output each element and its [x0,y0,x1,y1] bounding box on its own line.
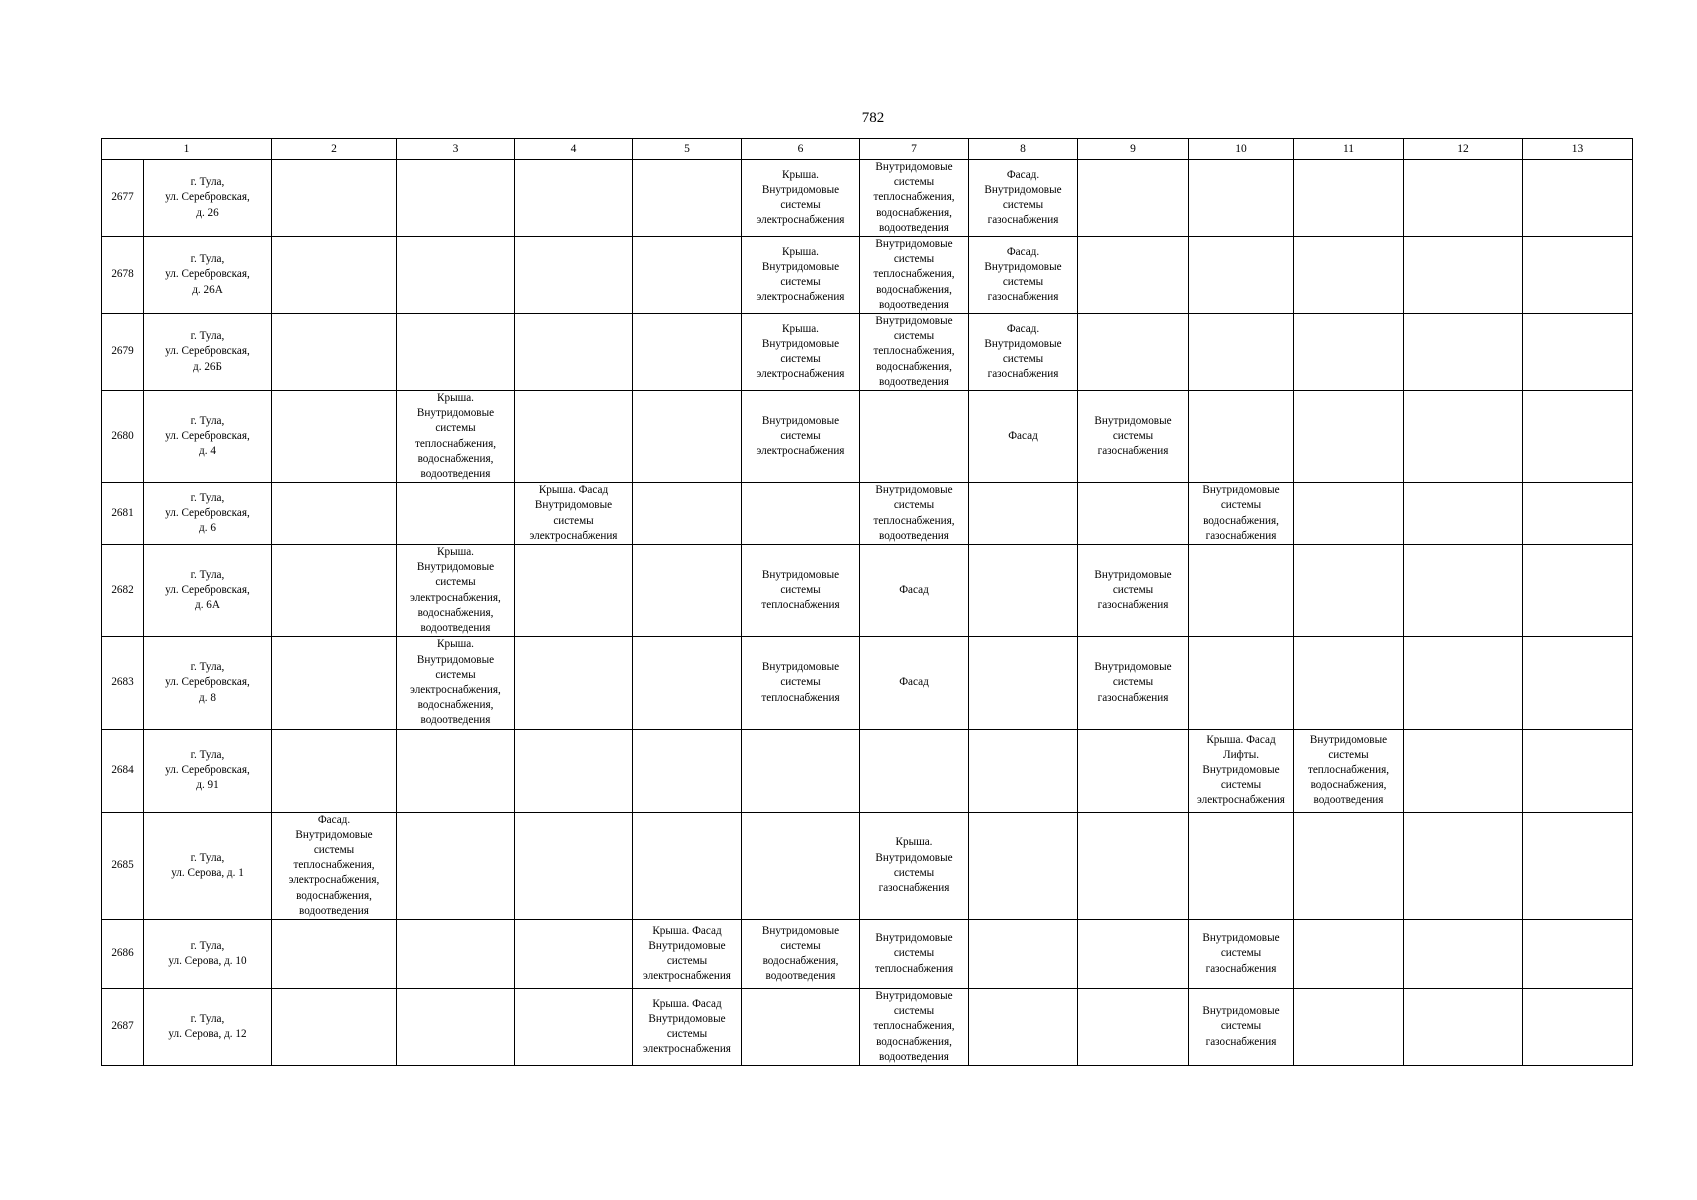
work-cell [969,391,1078,483]
column-header: 10 [1189,139,1294,160]
work-cell [633,988,742,1065]
address-text: г. Тула, ул. Серебровская, д. 26 [165,176,250,219]
work-cell [272,545,397,637]
work-cell [633,391,742,483]
work-cell [397,545,515,637]
work-cell [633,314,742,391]
table-row [102,637,1633,729]
work-cell [515,637,633,729]
work-cell [1523,637,1633,729]
work-cell [860,314,969,391]
work-cell [1078,237,1189,314]
address-cell [144,483,272,545]
work-cell [742,483,860,545]
work-text: Крыша. Фасад Внутридомовые системы электроснабжения [643,997,731,1056]
repair-schedule-table [101,138,1633,1066]
work-cell [272,919,397,988]
work-cell [860,545,969,637]
work-text: Фасад. Внутридомовые системы газоснабжения [984,168,1062,227]
work-cell [633,812,742,919]
work-text: Внутридомовые системы теплоснабжения, водоснабжения, водоотведения [873,238,955,311]
work-cell [742,919,860,988]
work-cell [860,919,969,988]
address-cell [144,160,272,237]
work-cell [397,729,515,812]
work-cell [515,314,633,391]
work-cell [1523,919,1633,988]
work-cell [1404,812,1523,919]
work-cell [1189,637,1294,729]
work-cell [515,812,633,919]
work-cell [969,729,1078,812]
table-row [102,729,1633,812]
work-cell [1189,237,1294,314]
work-cell [1404,988,1523,1065]
work-cell [515,545,633,637]
work-cell [1404,729,1523,812]
work-cell [633,729,742,812]
address-text: г. Тула, ул. Серебровская, д. 91 [165,748,250,792]
row-number: 2677 [102,160,144,237]
work-cell [1523,483,1633,545]
work-cell [397,483,515,545]
work-cell [969,483,1078,545]
address-cell [144,919,272,988]
work-cell [969,919,1078,988]
address-text: г. Тула, ул. Серова, д. 10 [168,939,247,967]
work-cell [1078,314,1189,391]
work-cell [397,314,515,391]
column-header: 6 [742,139,860,160]
row-number: 2680 [102,391,144,483]
work-cell [969,160,1078,237]
work-cell [860,160,969,237]
work-cell [860,391,969,483]
work-text: Внутридомовые системы газоснабжения [1094,568,1172,612]
work-cell [1078,812,1189,919]
work-cell [1404,237,1523,314]
address-cell [144,729,272,812]
row-number: 2683 [102,637,144,729]
work-text: Фасад. Внутридомовые системы газоснабжения [984,322,1062,381]
address-cell [144,391,272,483]
work-cell [1294,812,1404,919]
work-cell [633,919,742,988]
work-cell [742,812,860,919]
work-cell [1404,919,1523,988]
column-header: 3 [397,139,515,160]
work-text: Крыша. Внутридомовые системы электроснабжения [756,245,845,304]
work-text: Внутридомовые системы теплоснабжения, водоснабжения, водоотведения [873,161,955,234]
work-cell [742,391,860,483]
column-header: 9 [1078,139,1189,160]
row-number: 2684 [102,729,144,812]
work-cell [860,812,969,919]
work-text: Фасад [1008,430,1038,443]
work-text: Крыша. Внутридомовые системы теплоснабжения, водоснабжения, водоотведения [414,392,497,481]
work-cell [1078,483,1189,545]
column-header: 1 [102,139,272,160]
work-text: Внутридомовые системы газоснабжения [1202,1005,1280,1048]
row-number: 2687 [102,988,144,1065]
work-cell [397,160,515,237]
address-text: г. Тула, ул. Серебровская, д. 4 [165,414,250,458]
work-cell [1189,988,1294,1065]
work-cell [1189,729,1294,812]
work-cell [1189,812,1294,919]
work-cell [860,988,969,1065]
work-cell [272,812,397,919]
column-header: 11 [1294,139,1404,160]
work-cell [969,314,1078,391]
work-text: Фасад [899,584,929,597]
work-cell [742,314,860,391]
work-cell [1189,160,1294,237]
work-cell [969,237,1078,314]
work-cell [1294,729,1404,812]
work-cell [1523,812,1633,919]
address-cell [144,988,272,1065]
work-cell [397,237,515,314]
row-number: 2682 [102,545,144,637]
row-number: 2679 [102,314,144,391]
work-cell [1294,988,1404,1065]
work-cell [969,545,1078,637]
work-cell [1078,637,1189,729]
table-row [102,237,1633,314]
work-cell [515,160,633,237]
page-number: 782 [861,110,885,126]
work-cell [1078,729,1189,812]
column-header: 7 [860,139,969,160]
work-cell [633,483,742,545]
work-cell [1189,919,1294,988]
work-cell [633,637,742,729]
work-cell [1078,160,1189,237]
work-text: Внутридомовые системы водоснабжения, газоснабжения [1202,484,1280,542]
work-cell [860,237,969,314]
work-cell [969,637,1078,729]
work-cell [1404,160,1523,237]
work-cell [1404,391,1523,483]
work-text: Крыша. Фасад Лифты. Внутридомовые системы электроснабжения [1197,733,1285,807]
column-header: 8 [969,139,1078,160]
work-cell [633,237,742,314]
work-cell [1523,729,1633,812]
work-cell [742,160,860,237]
work-cell [272,314,397,391]
work-cell [860,729,969,812]
row-number: 2678 [102,237,144,314]
work-cell [1523,391,1633,483]
column-header: 4 [515,139,633,160]
table-row [102,545,1633,637]
address-cell [144,237,272,314]
work-cell [397,919,515,988]
work-text: Внутридомовые системы теплоснабжения, водоотведения [873,484,955,542]
table-row [102,391,1633,483]
work-cell [742,637,860,729]
address-text: г. Тула, ул. Серебровская, д. 8 [165,661,250,704]
address-text: г. Тула, ул. Серебровская, д. 6 [165,491,250,535]
work-cell [1078,988,1189,1065]
row-number: 2686 [102,919,144,988]
work-cell [1404,314,1523,391]
work-cell [1294,483,1404,545]
column-header: 2 [272,139,397,160]
work-cell [397,812,515,919]
work-text: Внутридомовые системы теплоснабжения [874,932,954,975]
work-text: Внутридомовые системы теплоснабжения, водоснабжения, водоотведения [873,315,955,388]
work-cell [1294,237,1404,314]
work-text: Внутридомовые системы теплоснабжения [761,661,840,704]
work-cell [969,988,1078,1065]
work-cell [1189,314,1294,391]
work-text: Внутридомовые системы газоснабжения [1094,414,1172,458]
work-cell [272,237,397,314]
work-cell [272,729,397,812]
work-cell [742,729,860,812]
work-cell [1189,391,1294,483]
column-header: 13 [1523,139,1633,160]
work-cell [515,919,633,988]
work-cell [272,988,397,1065]
address-cell [144,637,272,729]
work-text: Крыша. Внутридомовые системы электроснабжения [756,168,845,227]
work-cell [397,391,515,483]
column-header: 5 [633,139,742,160]
work-cell [272,391,397,483]
work-cell [1404,545,1523,637]
work-cell [515,391,633,483]
work-cell [1078,545,1189,637]
work-cell [1523,545,1633,637]
work-cell [1078,919,1189,988]
work-cell [633,160,742,237]
work-text: Внутридомовые системы газоснабжения [1094,661,1172,704]
work-cell [515,729,633,812]
work-cell [860,483,969,545]
work-cell [742,988,860,1065]
table-row [102,160,1633,237]
work-cell [969,812,1078,919]
work-text: Крыша. Фасад Внутридомовые системы электроснабжения [529,484,618,542]
work-text: Внутридомовые системы газоснабжения [1202,932,1280,975]
work-cell [397,988,515,1065]
work-text: Крыша. Внутридомовые системы электроснабжения [756,322,845,381]
work-cell [515,237,633,314]
work-cell [1294,391,1404,483]
work-text: Крыша. Внутридомовые системы газоснабжения [875,836,953,894]
address-text: г. Тула, ул. Серебровская, д. 26Б [165,330,250,373]
work-text: Внутридомовые системы теплоснабжения, водоснабжения, водоотведения [1307,733,1390,807]
work-cell [272,637,397,729]
work-cell [515,483,633,545]
work-cell [633,545,742,637]
work-cell [1294,545,1404,637]
address-cell [144,545,272,637]
work-text: Крыша. Внутридомовые системы электроснабжения, водоснабжения, водоотведения [410,546,501,635]
address-cell [144,812,272,919]
address-cell [144,314,272,391]
table-body [102,160,1633,1066]
row-number: 2685 [102,812,144,919]
work-text: Фасад. Внутридомовые системы газоснабжения [984,245,1062,304]
row-number: 2681 [102,483,144,545]
work-cell [1189,545,1294,637]
table-row [102,988,1633,1065]
work-cell [272,483,397,545]
table-row [102,919,1633,988]
work-cell [1523,237,1633,314]
work-cell [1294,637,1404,729]
work-cell [742,237,860,314]
work-cell [1523,160,1633,237]
table-row [102,314,1633,391]
work-cell [1404,483,1523,545]
work-text: Внутридомовые системы водоснабжения, водоотведения [761,924,840,983]
work-cell [1189,483,1294,545]
work-cell [515,988,633,1065]
work-text: Крыша. Фасад Внутридомовые системы электроснабжения [643,924,731,983]
work-text: Внутридомовые системы электроснабжения [756,414,845,458]
work-cell [860,637,969,729]
work-text: Фасад. Внутридомовые системы теплоснабжения, электроснабжения, водоснабжения, водоотведения [288,813,380,917]
work-cell [1523,314,1633,391]
work-text: Внутридомовые системы теплоснабжения [761,568,840,612]
work-text: Внутридомовые системы теплоснабжения, водоснабжения, водоотведения [873,989,955,1063]
work-text: Крыша. Внутридомовые системы электроснабжения, водоснабжения, водоотведения [410,638,501,727]
column-header: 12 [1404,139,1523,160]
work-cell [1294,314,1404,391]
address-text: г. Тула, ул. Серова, д. 1 [171,851,244,879]
work-cell [1294,919,1404,988]
header-row [102,139,1633,160]
work-cell [272,160,397,237]
work-cell [1404,637,1523,729]
table-row [102,812,1633,919]
work-cell [1078,391,1189,483]
work-cell [742,545,860,637]
address-text: г. Тула, ул. Серебровская, д. 26А [165,253,250,296]
address-text: г. Тула, ул. Серова, д. 12 [168,1012,247,1040]
work-text: Фасад [899,676,929,689]
table-row [102,483,1633,545]
work-cell [1294,160,1404,237]
work-cell [397,637,515,729]
work-cell [1523,988,1633,1065]
address-text: г. Тула, ул. Серебровская, д. 6А [165,568,250,612]
